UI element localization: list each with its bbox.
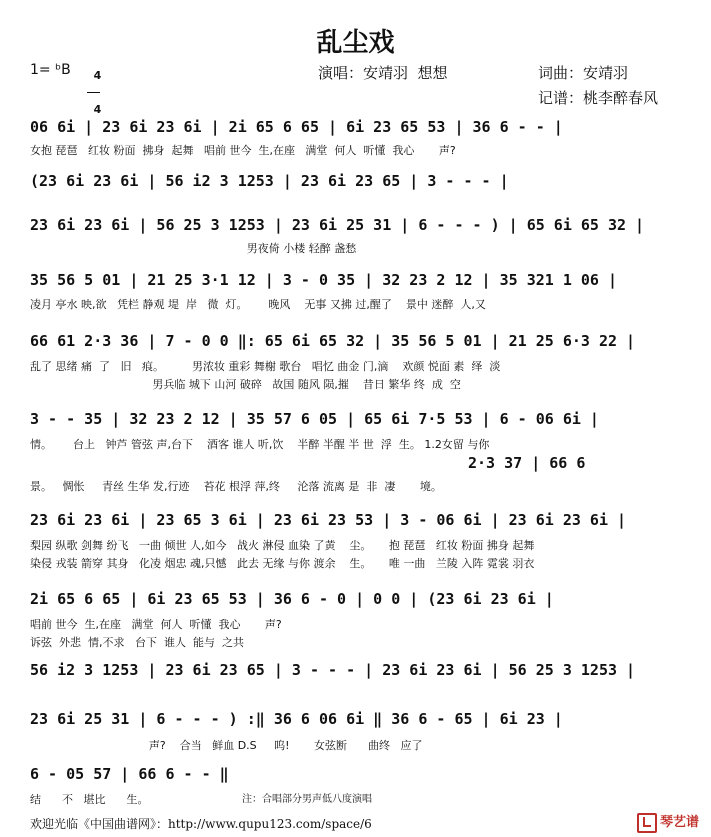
staff-row-10-lyrics: 声? 合当 鲜血 D.S 呜! 女弦断 曲终 应了 xyxy=(30,739,423,752)
staff-row-3-lyrics: 男夜倚 小楼 轻醉 盏愁 xyxy=(30,242,357,255)
staff-row-5-lyrics: 乱了 思绪 痛 了 旧 痕。 男浓妆 重彩 舞榭 歌台 唱忆 曲金 门,滴 欢颜 悦面 素 绎 淡 xyxy=(30,360,501,373)
staff-row-9-notes: 56 i2 3 1253 | 23 6i 23 65 | 3 - - - | 23 6i 23 6i | 56 25 3 1253 | xyxy=(30,661,636,679)
staff-row-6-alt-lyrics: 景。 惆怅 青丝 生华 发,行迹 苔花 根浮 萍,终 沦落 流离 是 非 凄 境。 xyxy=(30,480,442,493)
staff-row-8-lyrics: 唱前 世今 生,在座 满堂 何人 听懂 我心 声? xyxy=(30,618,282,631)
staff-row-11-notes: 6 - 05 57 | 66 6 - - ‖ xyxy=(30,765,229,783)
staff-row-4-lyrics: 凌月 亭水 映,欲 凭栏 静观 堤 岸 微 灯。 晚风 无事 又拂 过,醒了 景中 迷醉 人,又 xyxy=(30,298,486,311)
staff-row-5-notes: 66 61 2·3 36 | 7 - 0 0 ‖: 65 6i 65 32 | 35 56 5 01 | 21 25 6·3 22 | xyxy=(30,332,636,350)
staff-row-3-notes: 23 6i 23 6i | 56 25 3 1253 | 23 6i 25 31 | 6 - - - ) | 65 6i 65 32 | xyxy=(30,216,645,234)
chorus-footnote: 注：合唱部分男声低八度演唱 xyxy=(242,794,372,805)
key-signature: 1= ᵇB xyxy=(30,62,71,78)
singers: 演唱：安靖羽 想想 xyxy=(318,64,448,82)
staff-row-8-lyrics-alt: 诉弦 外悲 情,不求 台下 谁人 能与 之共 xyxy=(30,636,244,649)
composer: 词曲：安靖羽 xyxy=(538,64,629,82)
transcriber: 记谱：桃李醉春风 xyxy=(538,89,659,107)
staff-row-10-notes: 23 6i 25 31 | 6 - - - ) :‖ 36 6 06 6i ‖ 36 6 - 65 | 6i 23 | xyxy=(30,710,563,728)
staff-row-6-lyrics: 情。 台上 钟芦 管弦 声,台下 酒客 谁人 听,饮 半醉 半醒 半 世 浮 生。 1.2女留 与你 xyxy=(30,438,490,451)
staff-row-4-notes: 35 56 5 01 | 21 25 3·1 12 | 3 - 0 35 | 32 23 2 12 | 35 321 1 06 | xyxy=(30,271,617,289)
staff-row-6-alt-notes: 2·3 37 | 66 6 xyxy=(468,454,586,472)
staff-row-2-notes: (23 6i 23 6i | 56 i2 3 1253 | 23 6i 23 65 | 3 - - - | xyxy=(30,172,509,190)
page-title: 乱尘戏 xyxy=(316,28,395,58)
staff-row-8-notes: 2i 65 6 65 | 6i 23 65 53 | 36 6 - 0 | 0 0 | (23 6i 23 6i | xyxy=(30,590,554,608)
staff-row-7-notes: 23 6i 23 6i | 23 65 3 6i | 23 6i 23 53 | 3 - 06 6i | 23 6i 23 6i | xyxy=(30,511,627,529)
site-footer: 欢迎光临《中国曲谱网》：http://www.qupu123.com/space/6 xyxy=(30,817,372,831)
staff-row-1-lyrics: 女抱 琵琶 红妆 粉面 拂身 起舞 唱前 世今 生,在座 满堂 何人 听懂 我心 声? xyxy=(30,144,456,157)
staff-row-5-lyrics-alt: 男兵临 城下 山河 破碎 故国 随风 陨,摧 昔日 繁华 终 成 空 xyxy=(30,378,461,391)
staff-row-11-lyrics: 结 不 堪比 生。 xyxy=(30,793,149,806)
staff-row-7-lyrics: 梨园 纵歌 剑舞 纷飞 一曲 倾世 人,如今 战火 淋侵 血染 了黄 尘。 抱 琵琶 红妆 粉面 拂身 起舞 xyxy=(30,539,535,552)
logo-text: 琴艺谱 xyxy=(659,815,699,830)
staff-row-6-notes: 3 - - 35 | 32 23 2 12 | 35 57 6 05 | 65 6i 7·5 53 | 6 - 06 6i | xyxy=(30,410,599,428)
staff-row-1-notes: 06 6i | 23 6i 23 6i | 2i 65 6 65 | 6i 23 65 53 | 36 6 - - | xyxy=(30,118,563,136)
logo-icon xyxy=(637,813,657,833)
time-signature xyxy=(86,59,101,115)
staff-row-7-lyrics-alt: 染侵 戎装 箭穿 其身 化凌 烟忠 魂,只憾 此去 无缘 与你 渡余 生。 唯 一曲 兰陵 入阵 霓裳 羽衣 xyxy=(30,557,535,570)
site-logo xyxy=(637,811,699,833)
time-sig-top: 4 xyxy=(93,69,102,82)
time-sig-bottom: 4 xyxy=(93,103,102,116)
